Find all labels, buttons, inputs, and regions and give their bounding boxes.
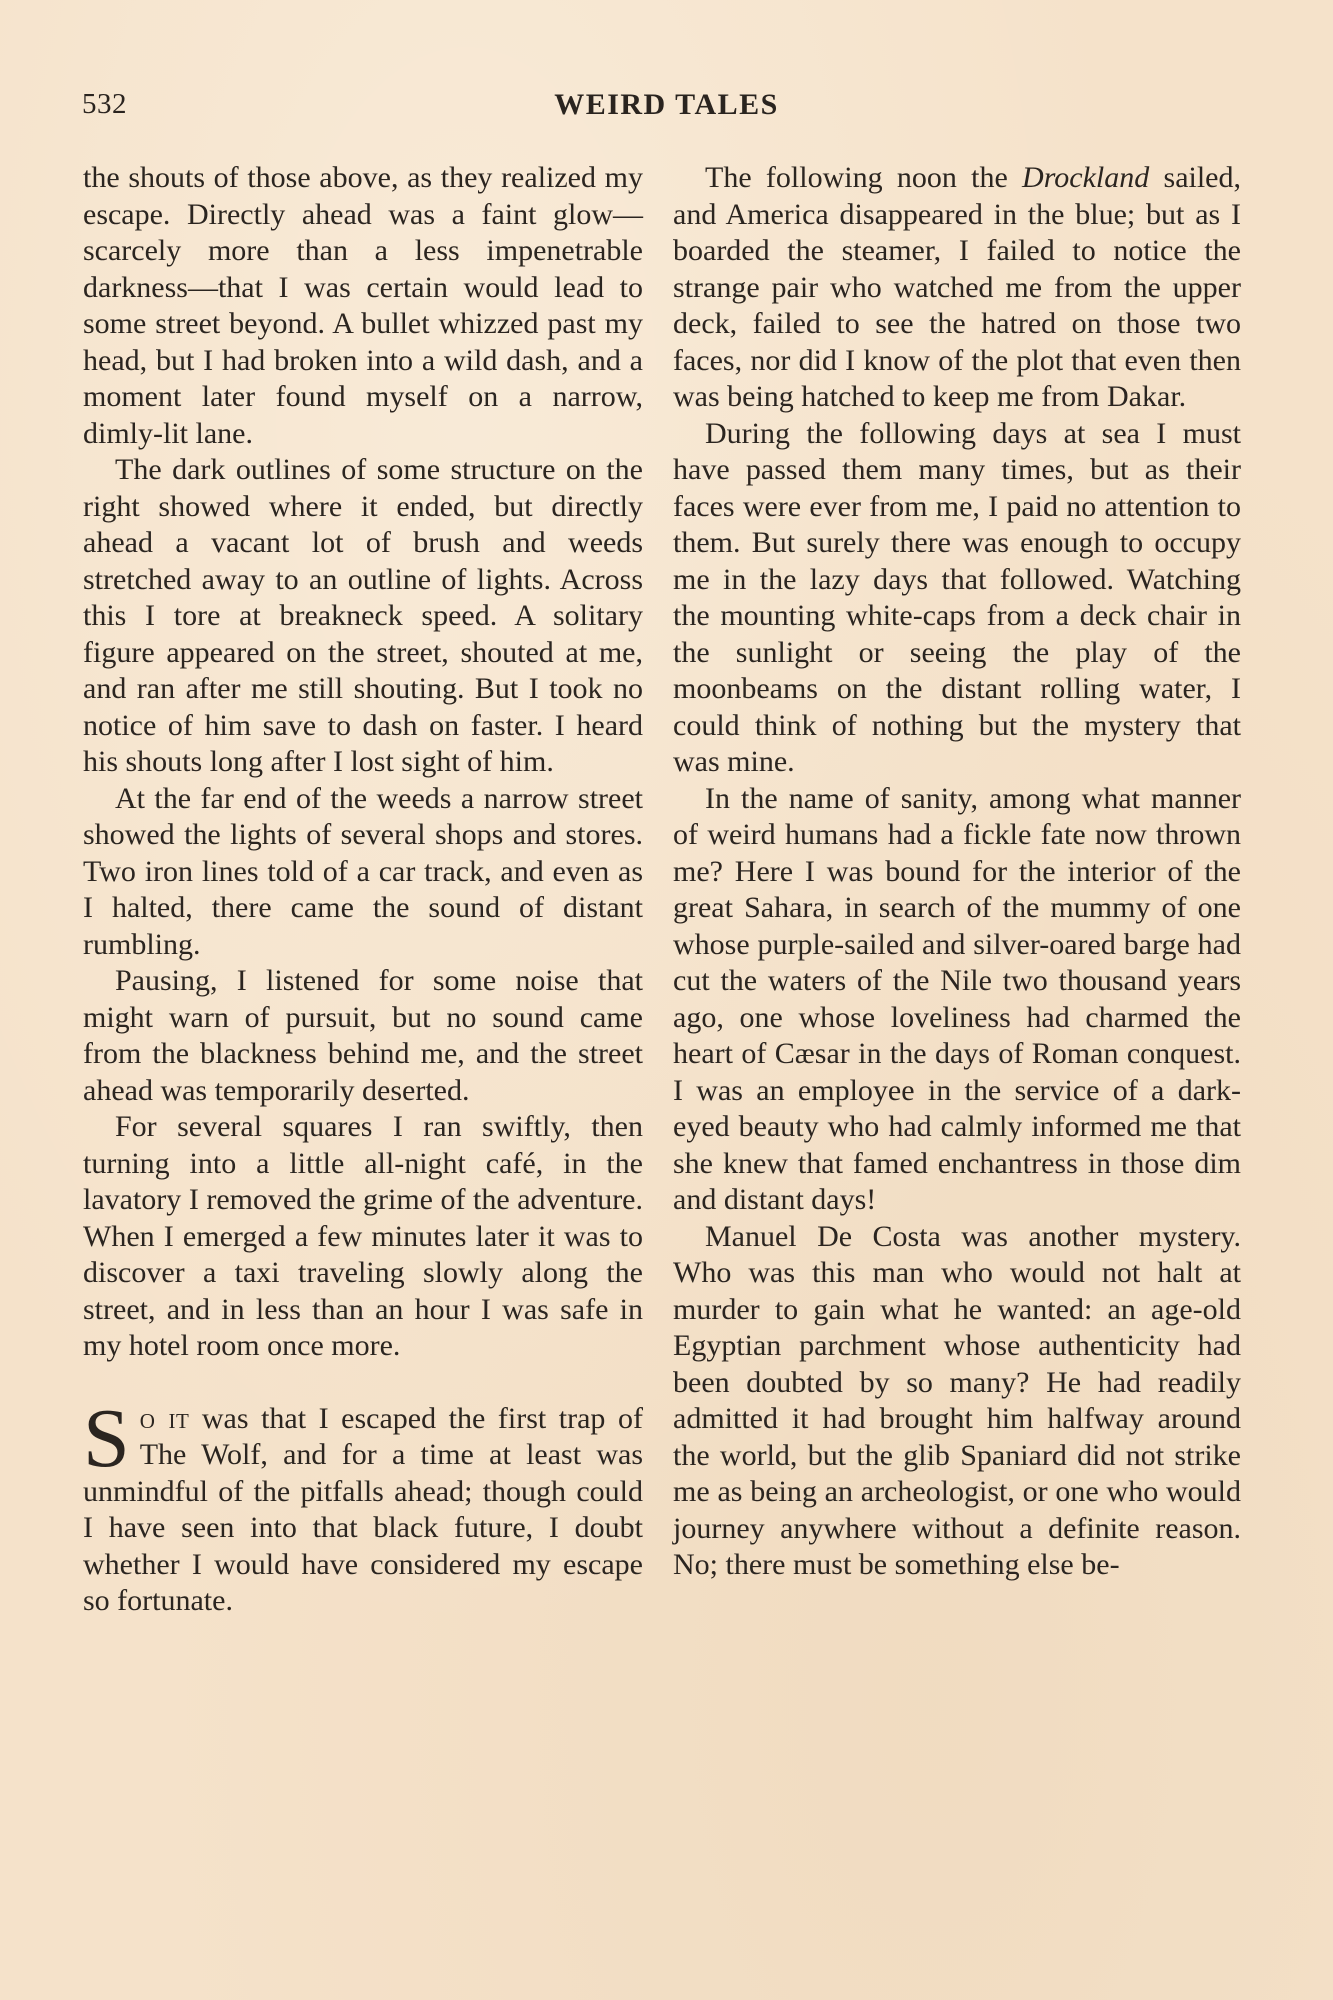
paragraph: The dark outlines of some structure on the right showed where it ended, but directly ahead a vacant lot of brush and weeds stretched away to an outline of lights. Across this I tore at breakneck speed. A solitary figure appeared on the street, shouted at me, and ran after me still shouting. But I took no notice of him save to dash on faster. I heard his shouts long after I lost sight of him. [83,453,643,778]
paragraph-text: was that I escaped the first trap of The Wolf, and for a time at least was unmindful of the pitfalls ahead; though could I have seen into that black future, I doubt whether I would have considered my escape so fortunate. [83,1401,643,1617]
paragraph [673,160,1241,416]
paragraph: Pausing, I listened for some noise that might warn of pursuit, but no sound came from the blackness behind me, and the street ahead was temporarily deserted. [83,964,643,1107]
left-column [83,160,643,1620]
running-head [82,88,1251,128]
paragraph: the shouts of those above, as they realized my escape. Directly ahead was a faint glow—scarcely more than a less impenetrable darkness—that I was certain would lead to some street beyond. A bullet whizzed past my head, but I had broken into a wild dash, and a moment later found myself on a narrow, dimly-lit lane. [83,161,643,450]
small-caps-lead: o it [139,1401,190,1435]
paragraph: In the name of sanity, among what manner of weird humans had a fickle fate now thrown me? Here I was bound for the interior of the great Sahara, in search of the mummy of one whose purple-sailed and silver-oared barge had cut the waters of the Nile two thousand years ago, one whose loveliness had charmed the heart of Cæsar in the days of Roman conquest. I was an employee in the service of a dark-eyed beauty who had calmly informed me that she knew that famed enchantress in those dim and distant days! [673,781,1241,1216]
paragraph: Manuel De Costa was another mystery. Who was this man who would not halt at murder to gain what he wanted: an age-old Egyptian parchment whose authenticity had been doubted by so many? He had readily admitted it had brought him halfway around the world, but the glib Spaniard did not strike me as being an archeologist, or one who would journey anywhere without a definite reason. No; there must be something else be- [673,1219,1241,1581]
magazine-title: WEIRD TALES [554,88,779,121]
page-number: 532 [82,88,127,120]
paragraph-text: sailed, and America disappeared in the blue; but as I boarded the steamer, I failed to notice the strange pair who watched me from the upper deck, failed to see the hatred on those two faces, nor did I know of the plot that even then was being hatched to keep me from Dakar. [673,161,1241,413]
ship-name: Drockland [1022,161,1150,194]
paragraph: For several squares I ran swiftly, then turning into a little all-night café, in the lavatory I removed the grime of the adventure. When I emerged a few minutes later it was to discover a taxi traveling slowly along the street, and in less than an hour I was safe in my hotel room once more. [83,1110,643,1362]
right-column [673,160,1241,1584]
paragraph: At the far end of the weeds a narrow street showed the lights of several shops and stores. Two iron lines told of a car track, and even as I halted, there came the sound of distant rumbling. [83,781,643,961]
paragraph: During the following days at sea I must have passed them many times, but as their faces were ever from me, I paid no attention to them. But surely there was enough to occupy me in the lazy days that followed. Watching the mounting white-caps from a deck chair in the sunlight or seeing the play of the moonbeams on the distant rolling water, I could think of nothing but the mystery that was mine. [673,416,1241,778]
drop-cap: S [83,1391,130,1485]
section-opening-paragraph [83,1391,643,1620]
paragraph-text: The following noon the [705,161,1023,194]
